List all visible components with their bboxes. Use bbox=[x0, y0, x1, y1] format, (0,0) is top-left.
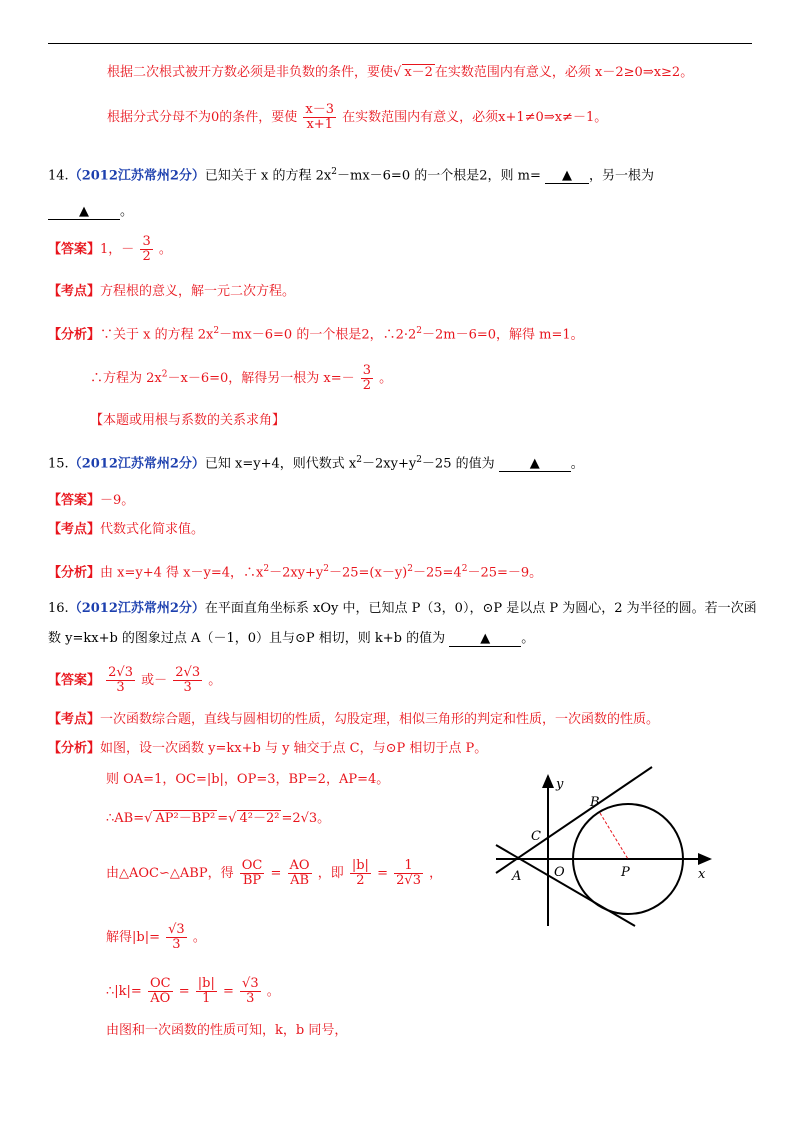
q15-answer: 【答案】－9。 bbox=[48, 493, 135, 508]
q16-stem-line1: 16.（2012江苏常州2分）在平面直角坐标系 xOy 中，已知点 P（3，0），⊙P 是以点 P 为圆心，2 为半径的圆。若一次函 bbox=[48, 601, 757, 616]
q14-point: 【考点】方程根的意义，解一元二次方程。 bbox=[48, 284, 296, 299]
tangent-lower bbox=[496, 845, 635, 926]
q16-point: 【考点】一次函数综合题，直线与圆相切的性质，勾股定理，相似三角形的判定和性质，一次函数的性质。 bbox=[48, 712, 660, 727]
q16-analysis-3: ∴AB=√ AP²－BP² =√ 4²－2² =2√3。 bbox=[106, 811, 331, 826]
q14-stem: 14.（2012江苏常州2分）已知关于 x 的方程 $2x^2-mx-6=0$ 的一个根是2，则 m= ▲ ，另一根为 bbox=[48, 167, 655, 184]
intro-line-1: 根据二次根式被开方数必须是非负数的条件，要使√ x－2 在实数范围内有意义，必须 x－2≥0⇒x≥2。 bbox=[107, 65, 694, 80]
q16-analysis-7: 由图和一次函数的性质可知，k，b 同号， bbox=[106, 1023, 348, 1038]
q15-analysis: 【分析】由 x=y+4 得 x－y=4，$\therefore x^2-2xy+y^2-25=(x-y)^2-25=4^2-25=-9$。 bbox=[48, 564, 543, 581]
label-a: A bbox=[512, 869, 522, 884]
q14-analysis-1: 【分析】∵关于 x 的方程 $2x^2-mx-6=0$ 的一个根是2，$\therefore 2\cdot 2^2-2m-6=0$，解得 m=1。 bbox=[48, 326, 584, 343]
q16-analysis-6: ∴|k|= $\frac{OC}{AO}$ = $\frac{|b|}{1}$ = $\frac{√3}{3}$ 。 bbox=[106, 976, 280, 1006]
geometry-figure bbox=[494, 766, 724, 928]
label-y: y bbox=[556, 777, 564, 792]
label-p: P bbox=[621, 865, 630, 880]
label-c: C bbox=[531, 829, 541, 844]
q16-analysis-5: 解得|b|= $\frac{√3}{3}$ 。 bbox=[106, 922, 206, 952]
q14-note: 【本题或用根与系数的关系求角】 bbox=[90, 413, 286, 428]
q14-analysis-2: ∴方程为 $2x^2-x-6=0$，解得另一根为 x=－ $\frac{3}{2}$ 。 bbox=[90, 363, 393, 393]
label-b: B bbox=[590, 795, 600, 810]
q16-analysis-1: 【分析】如图，设一次函数 y=kx+b 与 y 轴交于点 C，与⊙P 相切于点 P。 bbox=[48, 741, 488, 756]
label-o: O bbox=[554, 865, 565, 880]
intro-line-2: 根据分式分母不为0的条件，要使 $\frac{x-3}{x+1}$ 在实数范围内有意义，必须x+1≠0⇒x≠－1。 bbox=[107, 102, 608, 132]
q16-stem-line2: 数 y=kx+b 的图象过点 A（－1，0）且与⊙P 相切，则 k+b 的值为 ▲ 。 bbox=[48, 631, 535, 646]
q15-point: 【考点】代数式化简求值。 bbox=[48, 522, 205, 537]
q15-stem: 15.（2012江苏常州2分）已知 x=y+4，则代数式 $x^2-2xy+y^2-25$ 的值为 ▲ 。 bbox=[48, 455, 584, 472]
top-rule bbox=[48, 43, 752, 44]
q16-answer: 【答案】 $\frac{2√3}{3}$ 或－ $\frac{2√3}{3}$ 。 bbox=[48, 665, 222, 695]
label-x: x bbox=[698, 867, 706, 882]
q16-analysis-2: 则 OA=1，OC=|b|，OP=3，BP=2，AP=4。 bbox=[106, 772, 390, 787]
radius-bp-dashed bbox=[600, 813, 628, 859]
q14-stem-line2: ▲ 。 bbox=[48, 203, 133, 221]
q14-answer: 【答案】1，－ $\frac{3}{2}$ 。 bbox=[48, 234, 172, 264]
q16-analysis-4: 由△AOC∽△ABP，得 $\frac{OC}{BP}$ = $\frac{AO}{AB}$ ，即 $\frac{|b|}{2}$ = $\frac{1}{2√3}$ ， bbox=[106, 858, 443, 888]
